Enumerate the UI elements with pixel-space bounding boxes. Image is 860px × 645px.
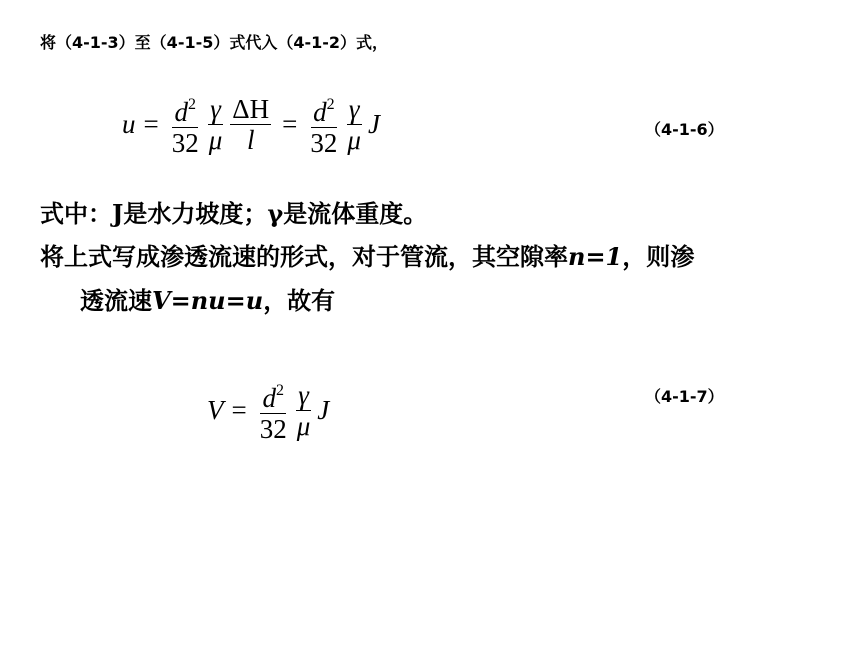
- equation-tag-4-1-7: （4-1-7）: [645, 387, 724, 406]
- eq1-frac-dH-l: [230, 94, 271, 155]
- line3-prefix: 透流速: [80, 286, 152, 315]
- eq1-l: l: [246, 124, 255, 155]
- line1-gamma: γ: [267, 199, 284, 228]
- equation-4-1-7: [207, 374, 329, 446]
- line3-end: ，故有: [263, 286, 336, 315]
- eq2-32: 32: [259, 414, 287, 444]
- line2-prefix: 将上式写成渗透流速的形式，对于管流，其空隙率: [40, 242, 568, 271]
- eq1-equals-2: =: [282, 108, 298, 139]
- eq1-gamma: γ: [210, 93, 221, 124]
- eq2-frac-d2-32: [258, 376, 289, 444]
- eq2-frac-gamma-mu: [295, 380, 313, 441]
- equation-4-1-6: [122, 88, 380, 160]
- eq1-lhs: u: [122, 108, 136, 139]
- eq2-exp: 2: [275, 382, 284, 399]
- text-line-1: [40, 199, 428, 228]
- eq2-J: J: [317, 394, 330, 425]
- eq1-32: 32: [171, 128, 199, 158]
- eq1-frac-gamma-mu: [207, 94, 225, 155]
- line1-end: 是流体重度。: [283, 199, 428, 228]
- eq1-dH: ΔH: [232, 93, 270, 124]
- text-line-3: [80, 286, 336, 315]
- eq1-exp: 2: [187, 96, 196, 113]
- line3-formula: V=nu=u: [152, 286, 264, 315]
- eq1-mu: μ: [208, 124, 223, 155]
- line2-formula: n=1: [568, 242, 623, 271]
- eq2-equals: =: [231, 394, 247, 425]
- eq1-exp-b: 2: [326, 96, 335, 113]
- line1-J: J: [112, 199, 124, 228]
- equation-tag-4-1-6: （4-1-6）: [645, 120, 724, 139]
- eq1-J: J: [367, 108, 380, 139]
- line2-end: ，则渗: [622, 242, 695, 271]
- intro-text: 将（4-1-3）至（4-1-5）式代入（4-1-2）式，: [40, 33, 389, 52]
- eq1-frac-gamma-mu-b: [345, 94, 363, 155]
- eq1-d: d: [174, 97, 188, 127]
- eq2-gamma: γ: [298, 379, 309, 410]
- eq1-gamma-b: γ: [348, 93, 360, 124]
- eq1-frac-d2-32-b: [308, 90, 339, 158]
- eq2-mu: μ: [296, 410, 311, 441]
- line1-prefix: 式中：: [40, 199, 112, 228]
- eq2-lhs: V: [207, 394, 224, 425]
- line1-mid: 是水力坡度；: [123, 199, 268, 228]
- eq1-d-b: d: [313, 97, 327, 127]
- eq2-d: d: [262, 383, 276, 413]
- eq1-frac-d2-32: [170, 90, 201, 158]
- text-line-2: [40, 242, 695, 271]
- eq1-equals-1: =: [143, 108, 159, 139]
- eq1-32-b: 32: [310, 128, 338, 158]
- eq1-mu-b: μ: [347, 124, 361, 155]
